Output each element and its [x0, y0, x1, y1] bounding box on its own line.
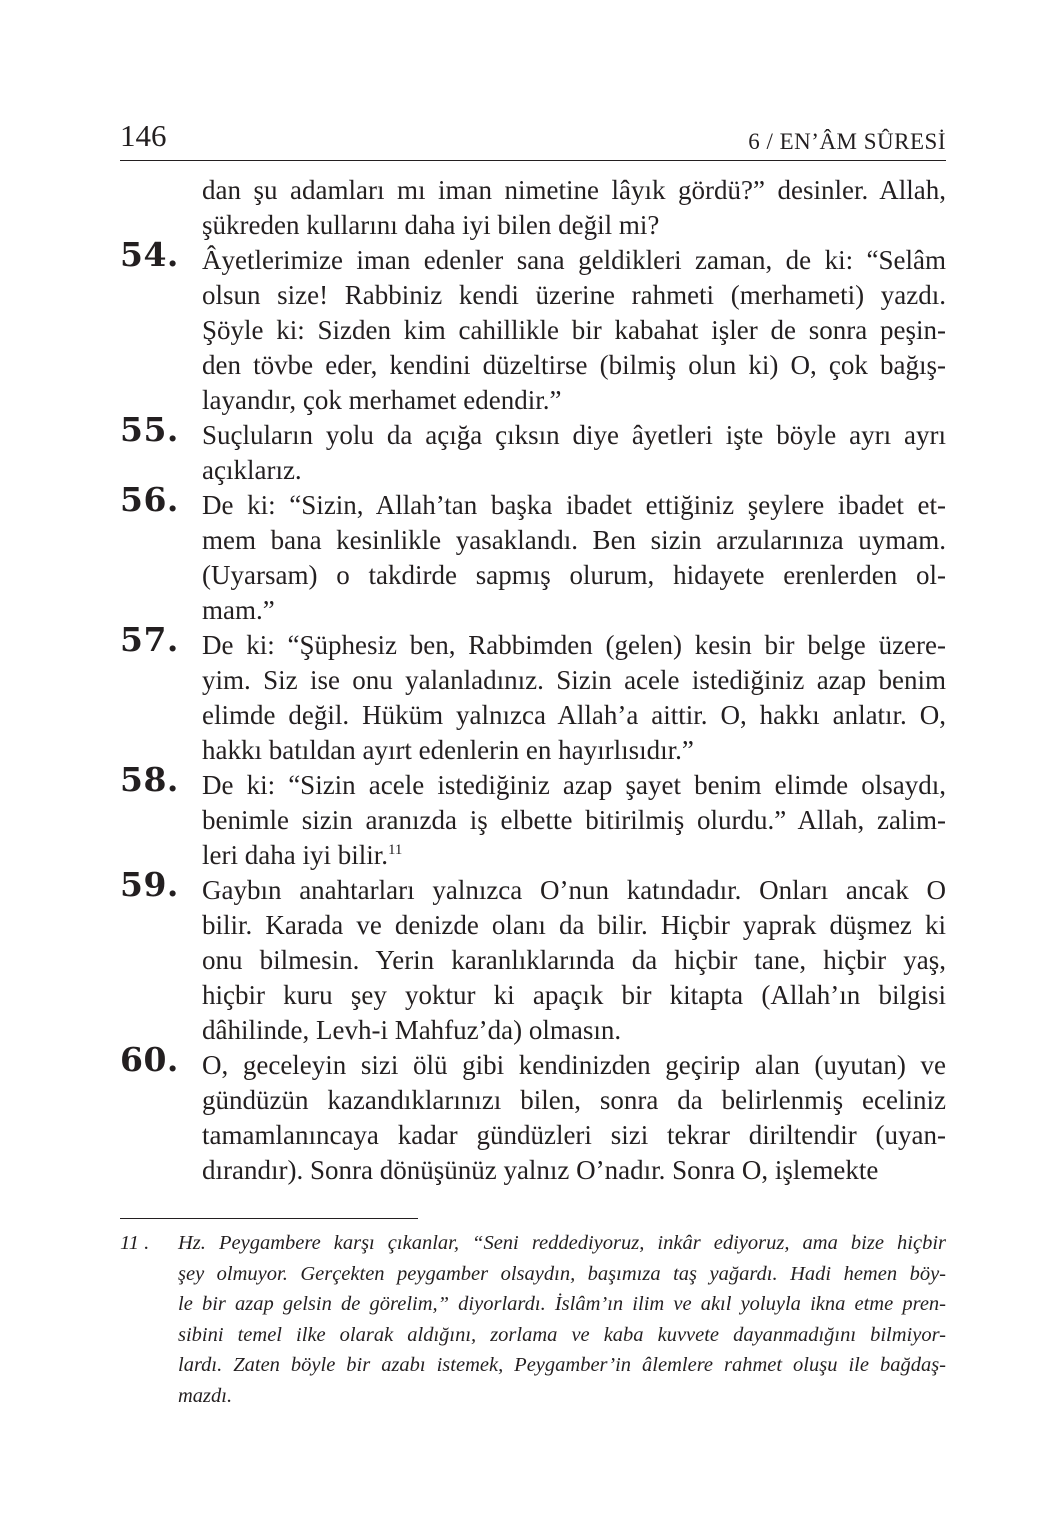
verse-line — [202, 348, 946, 382]
verse-line-text: tamamlanıncaya kadar gündüzleri sizi tekrar diriltendir (uyan- — [202, 1120, 946, 1150]
verse-line-text: benimle sizin aranızda iş elbette bitirilmiş olurdu.” Allah, zalim- — [202, 805, 946, 835]
verse-line-text: O, geceleyin sizi ölü gibi kendinizden geçirip alan (uyutan) ve — [202, 1050, 946, 1080]
footnote-reference[interactable]: 11 — [387, 842, 403, 858]
verse-line-text: şükreden kullarını daha iyi bilen değil mi? — [202, 210, 660, 240]
verse-line — [202, 523, 946, 557]
verse-line-text: Âyetlerimize iman edenler sana geldikleri zaman, de ki: “Selâm — [202, 245, 946, 275]
footnote-marker: 11 . — [120, 1232, 150, 1254]
verse-line — [202, 173, 946, 207]
footnote-line: le bir azap gelsin de görelim,” diyorlardı. İslâm’ın ilim ve akıl yoluyla ikna etme pren- — [178, 1293, 946, 1316]
verse-line-text: mem bana kesinlikle yasaklandı. Ben sizin arzularınıza uymam. — [202, 525, 946, 555]
verse-line — [202, 453, 302, 487]
verse-line — [202, 243, 946, 277]
verse-line-text: Gaybın anahtarları yalnızca O’nun katındadır. Onları ancak O — [202, 875, 946, 905]
verse-line-text: onu bilmesin. Yerin karanlıklarında da hiçbir tane, hiçbir yaş, — [202, 945, 946, 975]
verse-line — [202, 1013, 621, 1047]
footnote-line: mazdı. — [178, 1385, 233, 1407]
verse-line — [202, 943, 946, 977]
verse-line — [202, 733, 694, 767]
running-title: 6 / EN’ÂM SÛRESİ — [748, 129, 946, 154]
verse-line-text: De ki: “Sizin, Allah’tan başka ibadet ettiğiniz şeylere ibadet et- — [202, 490, 946, 520]
verse-line-text: elimde değil. Hüküm yalnızca Allah’a aittir. O, hakkı anlatır. O, — [202, 700, 946, 730]
verse-line-text: hiçbir kuru şey yoktur ki apaçık bir kitapta (Allah’ın bilgisi — [202, 980, 946, 1010]
footnote-line: şey olmuyor. Gerçekten peygamber olsaydın, başımıza taş yağardı. Hadi hemen böy- — [178, 1262, 946, 1285]
verse-line — [202, 873, 946, 907]
page-header — [120, 116, 946, 161]
verse-line-text: layandır, çok merhamet edendir.” — [202, 385, 562, 415]
page-number: 146 — [120, 118, 167, 153]
verse-line — [202, 1083, 946, 1117]
verse-line-text: açıklarız. — [202, 455, 302, 485]
verse-line — [202, 558, 946, 592]
verse-line-text: dırandır). Sonra dönüşünüz yalnız O’nadır. Sonra O, işlemekte — [202, 1155, 879, 1185]
footnote-line: lardı. Zaten böyle bir azabı istemek, Peygamber’in âlemlere rahmet oluşu ile bağdaş- — [178, 1354, 946, 1377]
footnote-separator — [120, 1218, 418, 1219]
verse-line-text: dâhilinde, Levh-i Mahfuz’da) olmasın. — [202, 1015, 622, 1045]
verse-line — [202, 593, 275, 627]
verse-line — [202, 418, 946, 452]
verse-line — [202, 698, 946, 732]
verse-line — [202, 313, 946, 347]
verse-line-text: bilir. Karada ve denizde olanı da bilir. Hiçbir yaprak düşmez ki — [202, 910, 946, 940]
verse-line-text: (Uyarsam) o takdirde sapmış olurum, hidayete erenlerden ol- — [202, 560, 946, 590]
verse-line — [202, 768, 946, 802]
verse-line — [202, 1153, 878, 1187]
verse-line-text: yim. Siz ise onu yalanladınız. Sizin acele istediğiniz azap benim — [202, 665, 946, 695]
footnote-line: Hz. Peygambere karşı çıkanlar, “Seni reddediyoruz, inkâr ediyoruz, ama bize hiçbir — [178, 1232, 946, 1254]
verse-line-text: mam.” — [202, 595, 275, 625]
verse-line — [202, 383, 562, 417]
verse-line-text: den tövbe eder, kendini düzeltirse (bilmiş olun ki) O, çok bağış- — [202, 350, 946, 380]
verse-line — [202, 628, 946, 662]
verse-line — [202, 908, 946, 942]
verse-number: 57. — [120, 620, 179, 659]
verse-number: 59. — [120, 865, 179, 904]
verse-number: 58. — [120, 760, 179, 799]
verse-line-text: Şöyle ki: Sizden kim cahillikle bir kabahat işler de sonra peşin- — [202, 315, 946, 345]
verse-line — [202, 803, 946, 837]
verse-line-text: gündüzün kazandıklarınızı bilen, sonra da belirlenmiş eceliniz — [202, 1085, 946, 1115]
verse-line-text: De ki: “Şüphesiz ben, Rabbimden (gelen) kesin bir belge üzere- — [202, 630, 946, 660]
verse-number: 55. — [120, 410, 179, 449]
verse-number: 56. — [120, 480, 179, 519]
verse-line — [202, 488, 946, 522]
verse-number: 60. — [120, 1040, 179, 1079]
verse-line-text: De ki: “Sizin acele istediğiniz azap şayet benim elimde olsaydı, — [202, 770, 946, 800]
verse-line-text: Suçluların yolu da açığa çıksın diye âyetleri işte böyle ayrı ayrı — [202, 420, 946, 450]
verse-line-text: dan şu adamları mı iman nimetine lâyık gördü?” desinler. Allah, — [202, 175, 946, 205]
verse-line-text: olsun size! Rabbiniz kendi üzerine rahmeti (merhameti) yazdı. — [202, 280, 946, 310]
verse-line — [202, 278, 946, 312]
verse-line — [202, 978, 946, 1012]
verse-line-text: leri daha iyi bilir. — [202, 840, 388, 870]
verse-line — [202, 1118, 946, 1152]
verse-line — [202, 838, 402, 872]
verse-number: 54. — [120, 235, 179, 274]
verse-line-text: hakkı batıldan ayırt edenlerin en hayırlısıdır.” — [202, 735, 694, 765]
footnote-line: sibini temel ilke olarak aldığını, zorlama ve kaba kuvvete dayanmadığını bilmiyor- — [178, 1323, 946, 1346]
verse-line — [202, 663, 946, 697]
verse-line — [202, 208, 659, 242]
verse-line — [202, 1048, 946, 1082]
